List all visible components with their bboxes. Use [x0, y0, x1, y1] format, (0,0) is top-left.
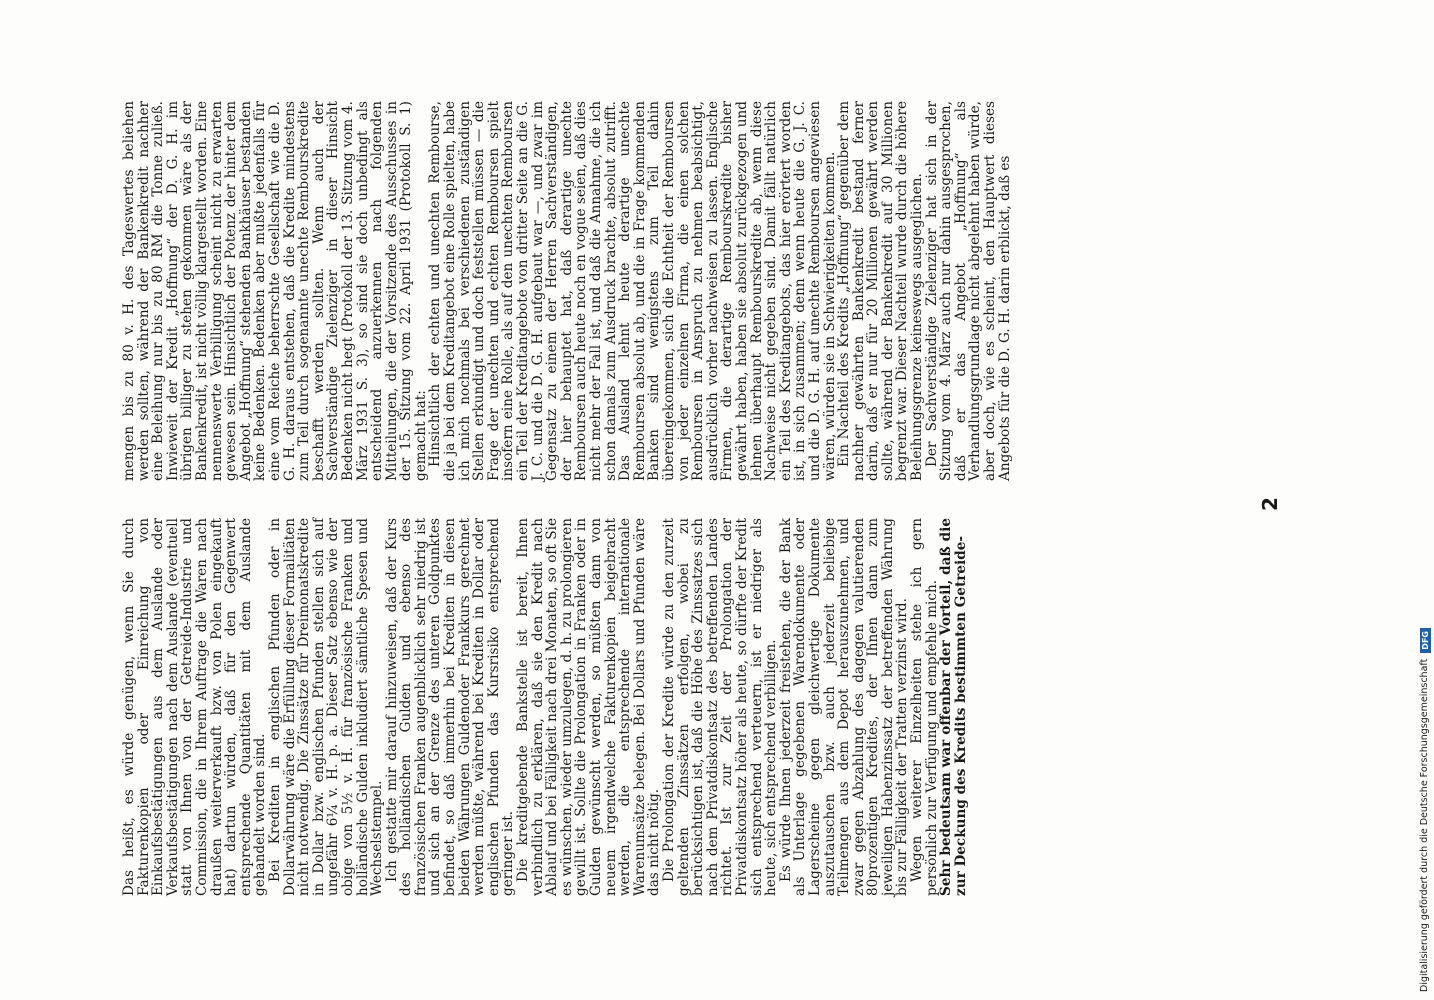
page-text-area — [122, 96, 1288, 896]
dfg-logo: DFG — [1420, 628, 1431, 653]
quoted-paragraph: Hinsichtlich der echten und unechten Rembourse, die ja bei dem Kreditangebot eine Rolle spielten, habe ich mich nochmals bei verschiedenen zuständigen Stellen erkundigt und doch feststellen müssen — die Frage der unechten und echten Remboursen spielt insofern eine Rolle, als auf den unechten Remboursen ein Teil der Kreditangebote von dritter Seite an die G. J. C. und die D. G. H. aufgebaut war —, und zwar im Gegensatz zu einem der Herren Sachverständigen, der hier behauptet hat, daß derartige unechte Remboursen auch heute noch en vogue seien, daß dies nicht mehr der Fall ist, und daß die Annahme, die ich schon damals zum Ausdruck brachte, absolut zutrifft. Das Ausland lehnt heute derartige unechte Remboursen absolut ab, und die in Frage kommenden Banken sind wenigstens zum Teil dahin übereingekommen, sich die Echtheit der Remboursen von jeder einzelnen Firma, die einen solchen Remboursen in Anspruch zu nehmen beabsichtigt, ausdrücklich vorher nachweisen zu lassen. Englische Firmen, die derartige Rembourskredite bisher gewährt haben, haben sie absolut zurückgezogen und lehnen überhaupt Rembourskredite ab, wenn diese Nachweise nicht gegeben sind. Damit fällt natürlich ein Teil des Kreditangebots, das hier erörtert worden ist, in sich zusammen; denn wenn heute die G. J. C. und die D. G. H. auf unechte Remboursen angewiesen wären, würden sie in Schwierigkeiten kommen. — [427, 101, 838, 481]
paragraph: Die kreditgebende Bankstelle ist bereit, Ihnen verbindlich zu erklären, daß sie den Kredit nach Ablauf und bei Fälligkeit nach drei Monaten, so oft Sie es wünschen, wieder umzulegen, d. h. zu prolongieren gewillt ist. Sollte die Prolongation in Franken oder in Gulden gewünscht werden, so müßten dann von neuem irgendwelche Fakturenkopien beigebracht werden, die entsprechende internationale Warenumsätze belegen. Bei Dollars und Pfunden wäre das nicht nötig. — [515, 518, 663, 896]
paragraph: Der Sachverständige Zielenziger hat sich in der Sitzung vom 4. März auch nur dahin ausgesprochen, daß er das Angebot „Hoffnung“ als Verhandlungsgrundlage nicht abgelehnt haben würde, aber doch, wie es scheint, den Hauptwert dieses Angebots für die D. G. H. darin erblickt, daß es — [923, 101, 1013, 481]
paragraph: Es würde Ihnen jederzeit freistehen, die der Bank als Unterlage gegebenen Warendokumente oder Lagerscheine gegen gleichwertige Dokumente auszutauschen bzw. auch jederzeit beliebige Teilmengen aus dem Depot herauszunehmen, und zwar gegen Abzahlung des dagegen valutierenden 80prozentigen Kredites, der Ihnen dann zum jeweiligen Habenzinssatz der betreffenden Währung bis zur Fälligkeit der Tratten verzinst wird. — [777, 518, 911, 896]
paragraph: Die Prolongation der Kredite würde zu den zurzeit geltenden Zinssätzen erfolgen, wobei zu berücksichtigen ist, daß die Höhe des Zinssatzes sich nach dem Privatdiskontsatz des betreffenden Landes richtet. Ist zur Zeit der Prolongation der Privatdiskontsatz höher als heute, so dürfte der Kredit sich entsprechend verteuern, ist er niedriger als heute, sich entsprechend verbilligen. — [660, 518, 780, 896]
page-number: 2 — [1258, 497, 1282, 511]
right-text-column — [122, 101, 1242, 481]
bold-paragraph: Sehr bedeutsam war offenbar der Vorteil, daß die zur Deckung des Kredits bestimmten Getreide- — [938, 518, 969, 896]
paragraph: Wegen weiterer Einzelheiten stehe ich gern persönlich zur Verfügung und empfehle mich. — [909, 518, 940, 896]
paragraph: Ich gestatte mir darauf hinzuweisen, daß der Kurs des holländischen Gulden und ebenso des französischen Franken augenblicklich sehr niedrig ist und sich an der Grenze des unteren Goldpunktes befindet, so daß immerhin bei Krediten in diesen beiden Währungen Guldenoder Frankkurs gerechnet werden müßte, während bei Krediten in Dollar oder englischen Pfunden das Kursrisiko entsprechend geringer ist. — [383, 518, 517, 896]
paragraph: mengen bis zu 80 v. H. des Tageswertes beliehen werden sollten, während der Bankenkredit nachher eine Beleihung nur bis zu 80 RM die Tonne zuließ. Inwieweit der Kredit „Hoffnung“ der D. G. H. im übrigen billiger zu stehen gekommen wäre als der Bankenkredit, ist nicht völlig klargestellt worden. Eine nennenswerte Verbilligung scheint nicht zu erwarten gewesen sein. Hinsichtlich der Potenz der hinter dem Angebot „Hoffnung“ stehenden Bankhäuser bestanden keine Bedenken. Bedenken aber mußte jedenfalls für eine vom Reiche beherrschte Gesellschaft wie die D. G. H. daraus entstehen, daß die Kredite mindestens zum Teil durch sogenannte unechte Rembourskredite beschafft werden sollten. Wenn auch der Sachverständige Zielenziger in dieser Hinsicht Bedenken nicht hegt (Protokoll der 13. Sitzung vom 4. März 1931 S. 3), so sind sie doch unbedingt als entscheidend anzuerkennen nach folgenden Mitteilungen, die der Vorsitzende des Ausschusses in der 15. Sitzung vom 22. April 1931 (Protokoll S. 1) gemacht hat: — [121, 101, 429, 481]
paragraph: Bei Krediten in englischen Pfunden oder in Dollarwährung wäre die Erfüllung dieser Formalitäten nicht notwendig. Die Zinssätze für Dreimonatskredite in Dollar bzw. englischen Pfunden stellen sich auf ungefähr 6¼ v. H. p. a. Dieser Satz ebenso wie der obige von 5½ v. H. für französische Franken und holländische Gulden inkludiert sämtliche Spesen und Wechselstempel. — [266, 518, 386, 896]
left-text-column — [122, 518, 1242, 896]
digitization-credit — [1410, 8, 1432, 992]
paragraph: Ein Nachteil des Kredits „Hoffnung“ gegenüber dem nachher gewährten Bankenkredit bestand ferner darin, daß er nur für 20 Millionen gewährt werden sollte, während der Bankenkredit auf 30 Millionen begrenzt war. Dieser Nachteil wurde durch die höhere Beleihungsgrenze keineswegs ausgeglichen. — [836, 101, 926, 481]
paragraph: Das heißt, es würde genügen, wenn Sie durch Fakturenkopien oder Einreichung von Einkaufsbestätigungen aus dem Auslande oder Verkaufsbestätigungen nach dem Auslande (eventuell statt von Ihnen von der Getreide-Industrie und Commission, die in Ihrem Auftrage die Waren nach draußen weiterverkauft bzw. von Polen eingekauft hat) dartun würden, daß für den Gegenwert entsprechende Quantitäten mit dem Auslande gehandelt worden sind. — [121, 518, 269, 896]
credit-line — [1414, 8, 1434, 992]
rotated-page-content — [122, 96, 1288, 896]
credit-text: Digitalisierung gefördert durch die Deutsche Forschungsgemeinschaft — [1419, 658, 1430, 992]
